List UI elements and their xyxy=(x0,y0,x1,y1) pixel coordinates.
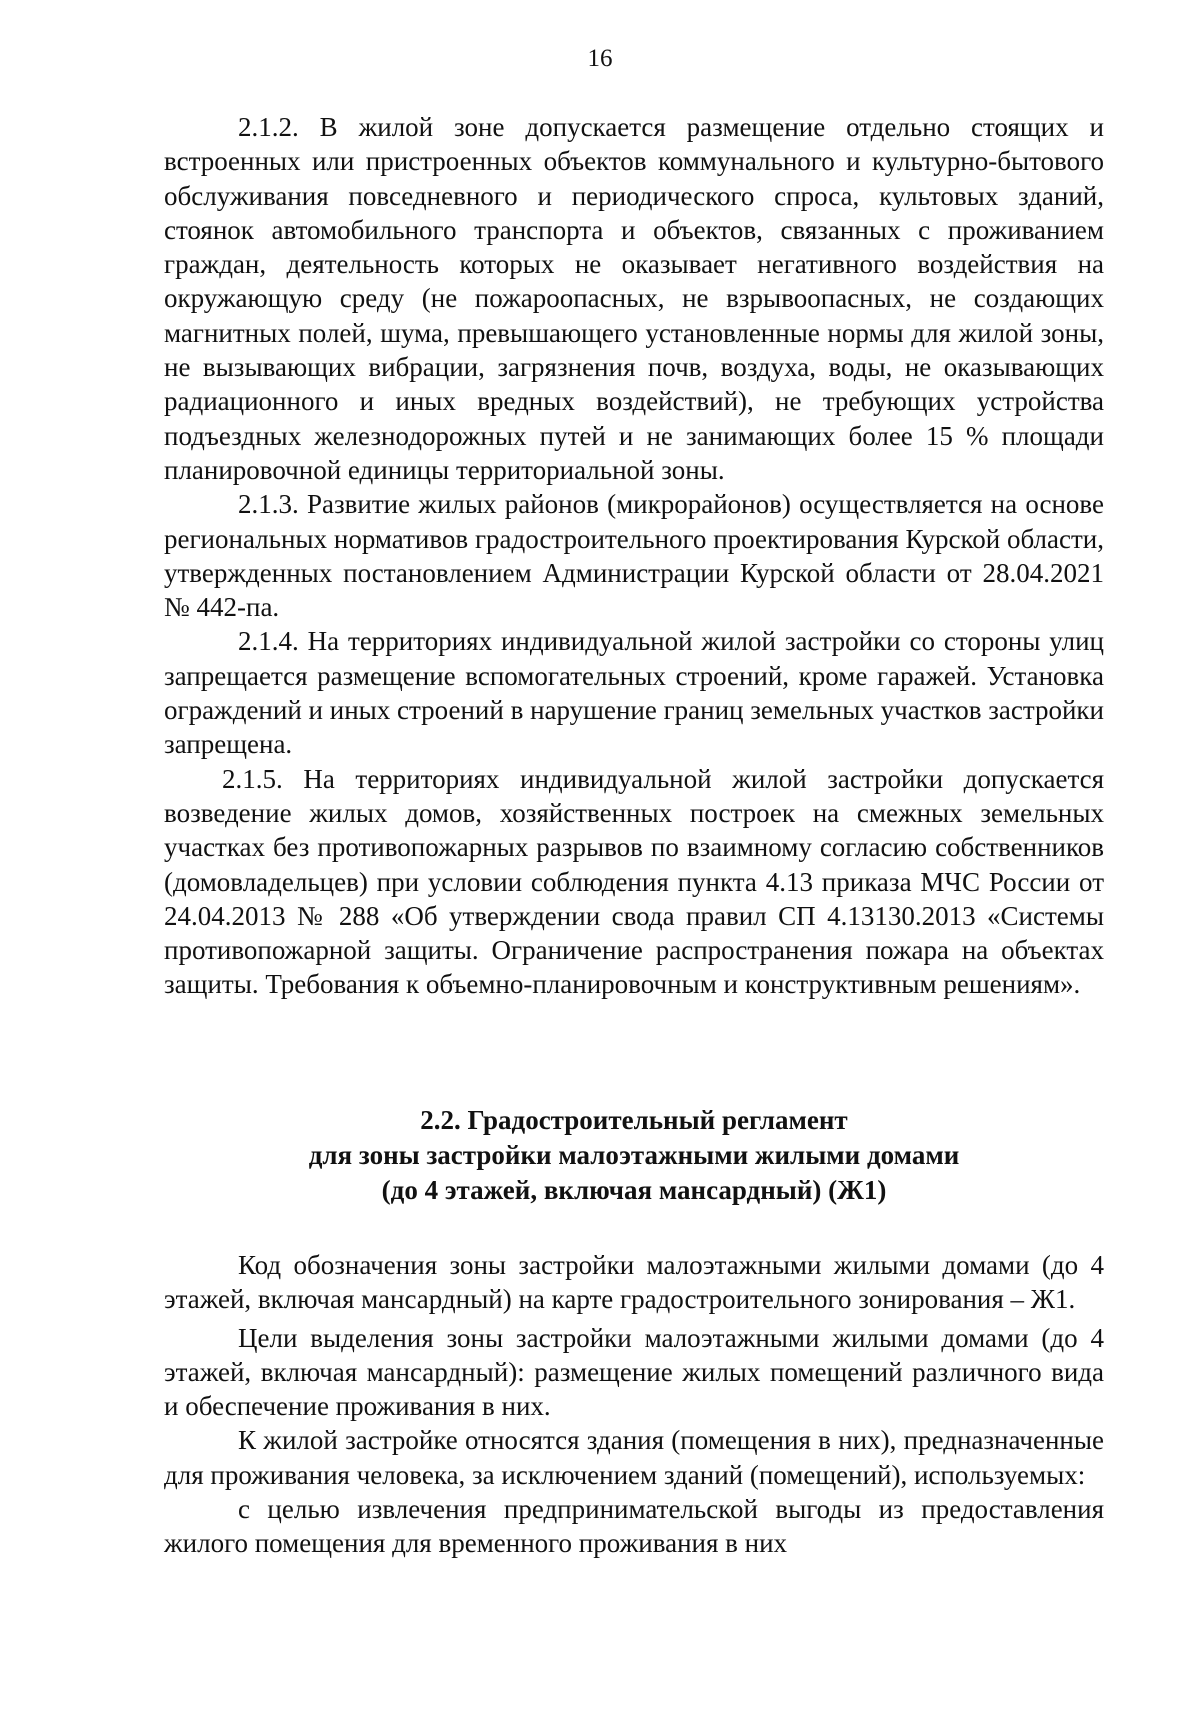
paragraph-zone-code: Код обозначения зоны застройки малоэтажными жилыми домами (до 4 этажей, включая мансардный) на карте градостроительного зонирования – Ж1. xyxy=(164,1250,1104,1315)
body-text-top xyxy=(164,110,1104,1002)
body-text-bottom xyxy=(164,1248,1104,1561)
paragraph-exception: с целью извлечения предпринимательской выгоды из предоставления жилого помещения для временного проживания в них xyxy=(164,1494,1104,1559)
section-heading-2-2 xyxy=(164,1103,1104,1208)
heading-line-1: 2.2. Градостроительный регламент xyxy=(420,1105,848,1135)
paragraph-2-1-2: 2.1.2. В жилой зоне допускается размещение отдельно стоящих и встроенных или пристроенных объектов коммунального и культурно-бытового обслуживания повседневного и периодического спроса, культовых зданий, стоянок автомобильного транспорта и объектов, связанных с проживанием граждан, деятельность которых не оказывает негативного воздействия на окружающую среду (не пожароопасных, не взрывоопасных, не создающих магнитных полей, шума, превышающего установленные нормы для жилой зоны, не вызывающих вибрации, загрязнения почв, воздуха, воды, не оказывающих радиационного и иных вредных воздействий), не требующих устройства подъездных железнодорожных путей и не занимающих более 15 % площади планировочной единицы территориальной зоны. xyxy=(164,112,1104,485)
paragraph-2-1-5: 2.1.5. На территориях индивидуальной жилой застройки допускается возведение жилых домов, хозяйственных построек на смежных земельных участках без противопожарных разрывов по взаимному согласию собственников (домовладельцев) при условии соблюдения пункта 4.13 приказа МЧС России от 24.04.2013 № 288 «Об утверждении свода правил СП 4.13130.2013 «Системы противопожарной защиты. Ограничение распространения пожара на объектах защиты. Требования к объемно-планировочным и конструктивным решениям». xyxy=(164,763,1104,1000)
paragraph-2-1-3: 2.1.3. Развитие жилых районов (микрорайонов) осуществляется на основе региональных нормативов градостроительного проектирования Курской области, утвержденных постановлением Администрации Курской области от 28.04.2021 № 442-па. xyxy=(164,489,1104,623)
paragraph-2-1-4: 2.1.4. На территориях индивидуальной жилой застройки со стороны улиц запрещается размещение вспомогательных строений, кроме гаражей. Установка ограждений и иных строений в нарушение границ земельных участков застройки запрещена. xyxy=(164,626,1104,760)
paragraph-zone-goals: Цели выделения зоны застройки малоэтажными жилыми домами (до 4 этажей, включая мансардный): размещение жилых помещений различного вида и обеспечение проживания в них. xyxy=(164,1322,1104,1422)
paragraph-residential-definition: К жилой застройке относятся здания (помещения в них), предназначенные для проживания человека, за исключением зданий (помещений), используемых: xyxy=(164,1425,1104,1490)
heading-line-2: для зоны застройки малоэтажными жилыми домами xyxy=(308,1140,960,1170)
heading-line-3: (до 4 этажей, включая мансардный) (Ж1) xyxy=(381,1175,887,1205)
page-number: 16 xyxy=(587,45,613,72)
